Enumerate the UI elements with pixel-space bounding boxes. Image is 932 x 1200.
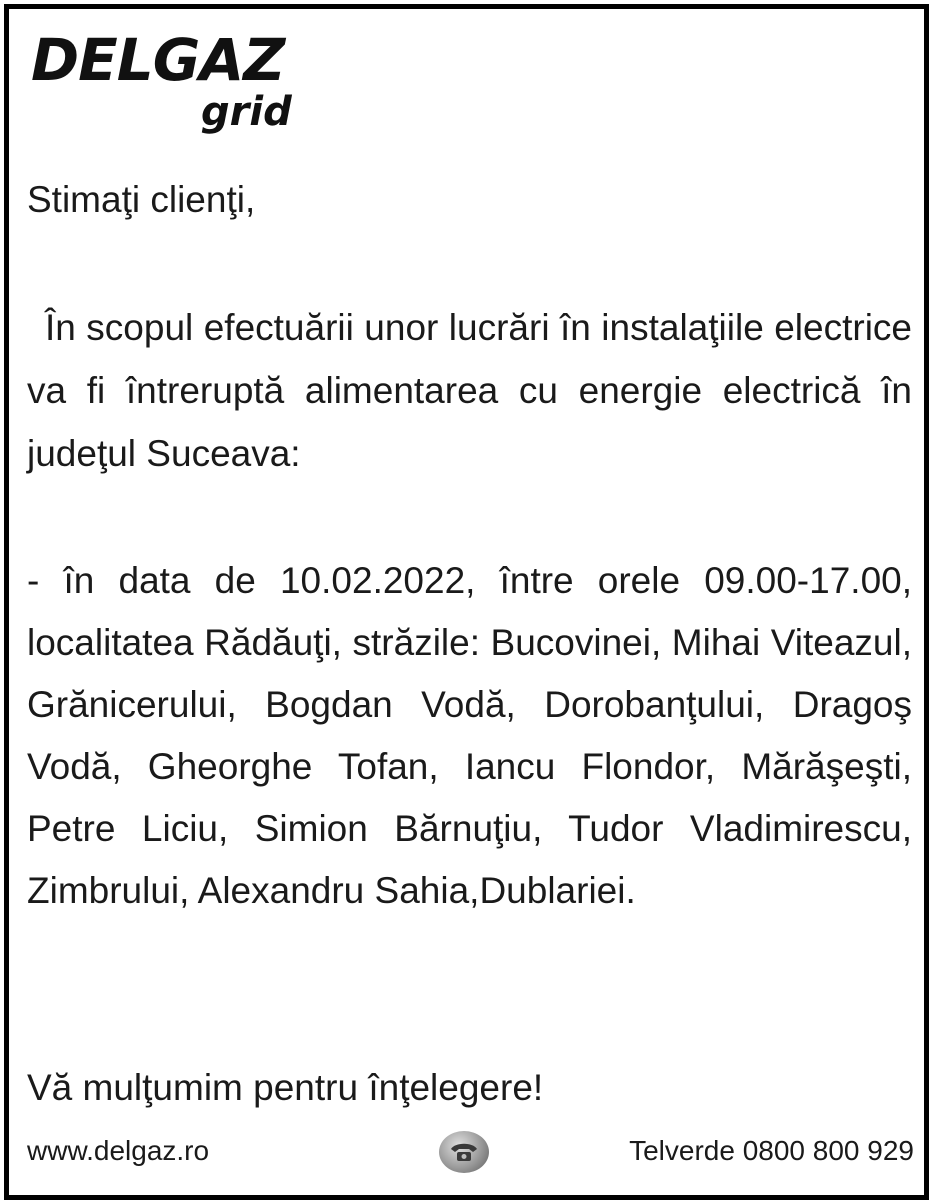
logo-sub: grid — [201, 89, 292, 135]
logo-brand: DELGAZ — [31, 26, 285, 94]
greeting: Stimaţi clienţi, — [27, 179, 256, 220]
thanks-line: Vă mulţumim pentru înţelegere! — [27, 1067, 544, 1108]
notice-frame — [4, 4, 929, 1200]
hotline-number: Telverde 0800 800 929 — [629, 1135, 914, 1166]
intro-paragraph: În scopul efectuării unor lucrări în instalaţiile electrice va fi întreruptă alimentarea cu energie electrică în judeţul Suceava: — [27, 307, 912, 474]
outage-details: - în data de 10.02.2022, între orele 09.00-17.00, localitatea Rădăuţi, străzile: Bucovinei, Mihai Viteazul, Grănicerului, Bogdan Vodă, Dorobanţului, Dragoş Vodă, Gheorghe Tofan, Iancu Flondor, Mărăşeşti, Petre Liciu, Simion Bărnuţiu, Tudor Vladimirescu, Zimbrului, Alexandru Sahia,Dublariei. — [27, 560, 912, 911]
delgaz-grid-logo — [31, 25, 331, 145]
telephone-icon — [439, 1131, 489, 1173]
website-link[interactable]: www.delgaz.ro — [27, 1135, 210, 1166]
